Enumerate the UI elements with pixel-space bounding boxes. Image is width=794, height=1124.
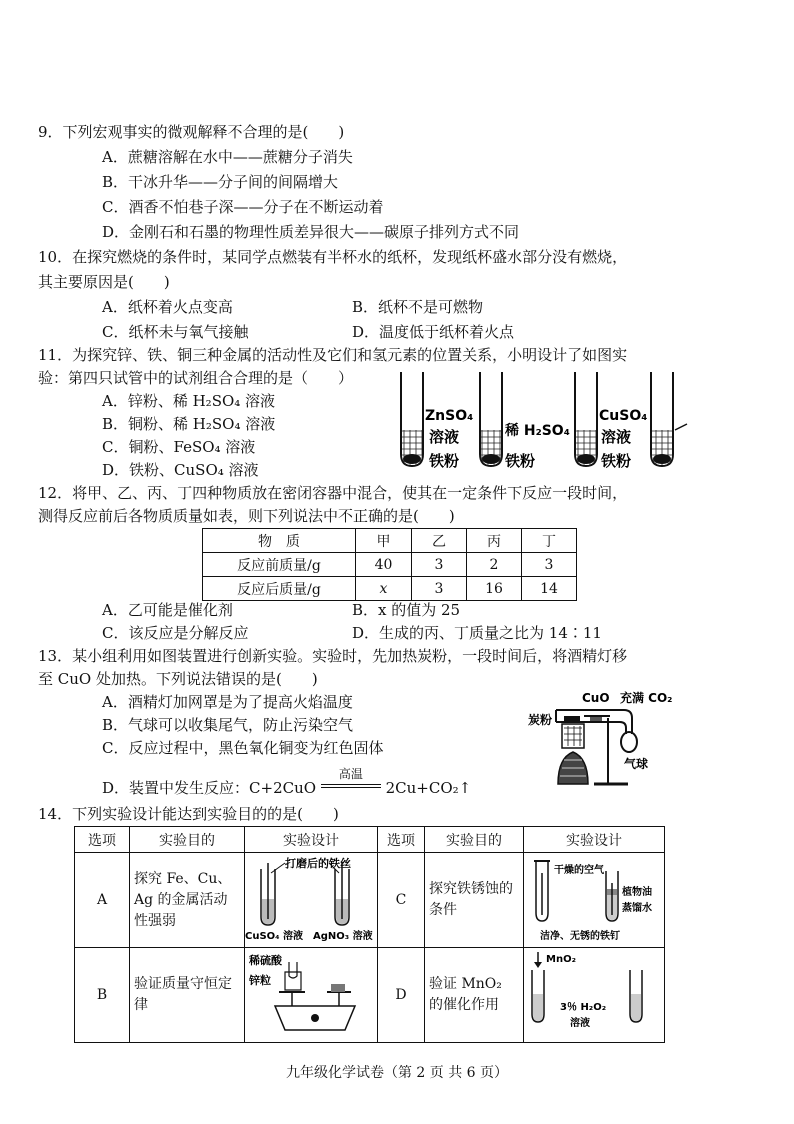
table-header-row	[203, 529, 577, 553]
q13-option-d	[102, 767, 472, 798]
zinc-label: 锌粒	[249, 974, 271, 987]
q13-option-c: C．反应过程中，黑色氧化铜变为红色固体	[102, 739, 384, 757]
test-tube-2	[480, 372, 502, 466]
purpose-cell: 验证 MnO₂ 的催化作用	[425, 948, 524, 1043]
mno2-label: MnO₂	[546, 954, 576, 965]
q11-option-d: D．铁粉、CuSO₄ 溶液	[102, 461, 259, 479]
option-letter: C	[378, 853, 425, 948]
tube3-bottom-label: 铁粉	[601, 452, 632, 470]
carbon-powder	[564, 716, 580, 721]
q13-option-d-prefix: D．装置中发生反应：C+2CuO	[102, 779, 317, 797]
tube1-bottom-label: 铁粉	[429, 452, 460, 470]
table-row	[75, 948, 665, 1043]
q12-stem-line1: 12．将甲、乙、丙、丁四种物质放在密闭容器中混合，使其在一定条件下反应一段时间，	[38, 484, 628, 502]
q9-option-c: C．酒香不怕巷子深——分子在不断运动着	[102, 198, 384, 216]
carbon-label: 炭粉	[528, 713, 553, 727]
q13-stem-line2: 至 CuO 处加热。下列说法错误的是( )	[38, 670, 318, 688]
table-cell: 3	[522, 553, 577, 577]
distilled-water-label: 蒸馏水	[622, 903, 652, 914]
q11-test-tubes-figure	[395, 368, 695, 473]
reaction-arrow	[321, 767, 381, 788]
purpose-cell: 探究 Fe、Cu、Ag 的金属活动性强弱	[130, 853, 245, 948]
q10-option-a: A．纸杯着火点变高	[102, 298, 233, 316]
table-cell: x	[356, 577, 412, 601]
q13-option-a: A．酒精灯加网罩是为了提高火焰温度	[102, 693, 353, 711]
beaker-icon	[285, 972, 301, 990]
tube3-mid-label: 溶液	[601, 428, 632, 446]
rowC-design-figure	[524, 853, 662, 943]
solution-label: 溶液	[570, 1018, 590, 1029]
cuso4-label: CuSO₄ 溶液	[245, 931, 304, 942]
q13-stem-line1: 13．某小组利用如图装置进行创新实验。实验时，先加热炭粉，一段时间后，将酒精灯移	[38, 647, 628, 665]
table-header-cell: 物 质	[203, 529, 356, 553]
q10-stem-line2: 其主要原因是( )	[38, 273, 170, 291]
table-header-cell: 选项	[75, 827, 130, 853]
table-row	[75, 853, 665, 948]
table-header-cell: 实验目的	[130, 827, 245, 853]
table-cell: 40	[356, 553, 412, 577]
option-letter: B	[75, 948, 130, 1043]
purpose-cell: 探究铁锈蚀的条件	[425, 853, 524, 948]
table-cell: 反应后质量/g	[203, 577, 356, 601]
oil-label: 植物油	[622, 887, 652, 898]
q11-stem-line2: 验：第四只试管中的试剂组合合理的是（ ）	[38, 369, 354, 387]
q9-option-b: B．干冰升华——分子间的间隔增大	[102, 173, 339, 191]
table-header-cell: 丁	[522, 529, 577, 553]
q12-option-a: A．乙可能是催化剂	[102, 601, 233, 619]
test-tube-4	[651, 372, 687, 466]
option-letter: D	[378, 948, 425, 1043]
table-header-cell: 甲	[356, 529, 412, 553]
iron-wire-label: 打磨后的铁丝	[285, 857, 351, 870]
q12-stem-line2: 测得反应前后各物质质量如表，则下列说法中不正确的是( )	[38, 507, 455, 525]
rowD-design-figure	[524, 948, 662, 1038]
table-cell: 16	[467, 577, 522, 601]
q11-stem-line1: 11．为探究锌、铁、铜三种金属的活动性及它们和氢元素的位置关系，小明设计了如图实	[38, 346, 628, 364]
q10-option-d: D．温度低于纸杯着火点	[352, 323, 515, 341]
cuo-label: CuO	[582, 691, 610, 705]
table-cell: 2	[467, 553, 522, 577]
q12-option-d: D．生成的丙、丁质量之比为 14∶11	[352, 624, 602, 642]
table-cell: 反应前质量/g	[203, 553, 356, 577]
q13-option-b: B．气球可以收集尾气，防止污染空气	[102, 716, 354, 734]
balloon-label: 气球	[624, 757, 649, 771]
rowA-design-figure	[245, 853, 375, 943]
rowB-design-figure	[245, 948, 375, 1038]
tube1-mid-label: 溶液	[429, 428, 460, 446]
q11-option-c: C．铜粉、FeSO₄ 溶液	[102, 438, 256, 456]
table-header-cell: 实验目的	[425, 827, 524, 853]
q13-apparatus-figure	[528, 688, 708, 788]
table-header-cell: 实验设计	[245, 827, 378, 853]
q10-option-b: B．纸杯不是可燃物	[352, 298, 484, 316]
q12-option-c: C．该反应是分解反应	[102, 624, 249, 642]
acid-label: 稀硫酸	[249, 954, 282, 967]
table-header-cell: 乙	[412, 529, 467, 553]
q9-option-d: D．金刚石和石墨的物理性质差异很大——碳原子排列方式不同	[102, 223, 520, 241]
q9-option-a: A．蔗糖溶解在水中——蔗糖分子消失	[102, 148, 353, 166]
test-tube-1	[401, 372, 423, 466]
table-cell: 3	[412, 577, 467, 601]
iron-nail-label: 洁净、无锈的铁钉	[540, 931, 620, 942]
balloon-icon	[621, 732, 637, 752]
tube1-top-label: ZnSO₄	[425, 408, 474, 424]
table-cell: 14	[522, 577, 577, 601]
table-header-row	[75, 827, 665, 853]
q12-option-b: B．x 的值为 25	[352, 601, 461, 619]
table-cell: 3	[412, 553, 467, 577]
tube2-mid-label: 稀 H₂SO₄	[505, 423, 570, 439]
q10-stem-line1: 10．在探究燃烧的条件时，某同学点燃装有半杯水的纸杯，发现纸杯盛水部分没有燃烧，	[38, 248, 628, 266]
test-tube-3	[575, 372, 597, 466]
page-footer: 九年级化学试卷（第 2 页 共 6 页）	[285, 1065, 509, 1081]
table-header-cell: 选项	[378, 827, 425, 853]
q12-mass-table	[202, 528, 577, 601]
q14-stem: 14．下列实验设计能达到实验目的的是( )	[38, 805, 339, 823]
agno3-label: AgNO₃ 溶液	[313, 931, 373, 942]
mesh-cover	[562, 724, 584, 748]
table-row	[203, 553, 577, 577]
reaction-condition: 高温	[338, 767, 363, 781]
dry-air-label: 干燥的空气	[554, 865, 604, 876]
co2-label: 充满 CO₂	[620, 691, 673, 705]
q10-option-c: C．纸杯未与氧气接触	[102, 323, 249, 341]
q11-option-b: B．铜粉、稀 H₂SO₄ 溶液	[102, 415, 276, 433]
table-row	[203, 577, 577, 601]
tube3-top-label: CuSO₄	[599, 408, 648, 424]
purpose-cell: 验证质量守恒定律	[130, 948, 245, 1043]
table-header-cell: 实验设计	[524, 827, 665, 853]
tube2-bottom-label: 铁粉	[505, 452, 536, 470]
q14-design-table	[74, 826, 665, 1043]
q11-option-a: A．锌粉、稀 H₂SO₄ 溶液	[102, 392, 276, 410]
table-header-cell: 丙	[467, 529, 522, 553]
h2o2-label: 3％ H₂O₂	[560, 1002, 607, 1013]
q9-stem: 9．下列宏观事实的微观解释不合理的是( )	[38, 123, 345, 141]
option-letter: A	[75, 853, 130, 948]
q13-option-d-suffix: 2Cu+CO₂↑	[385, 779, 472, 797]
